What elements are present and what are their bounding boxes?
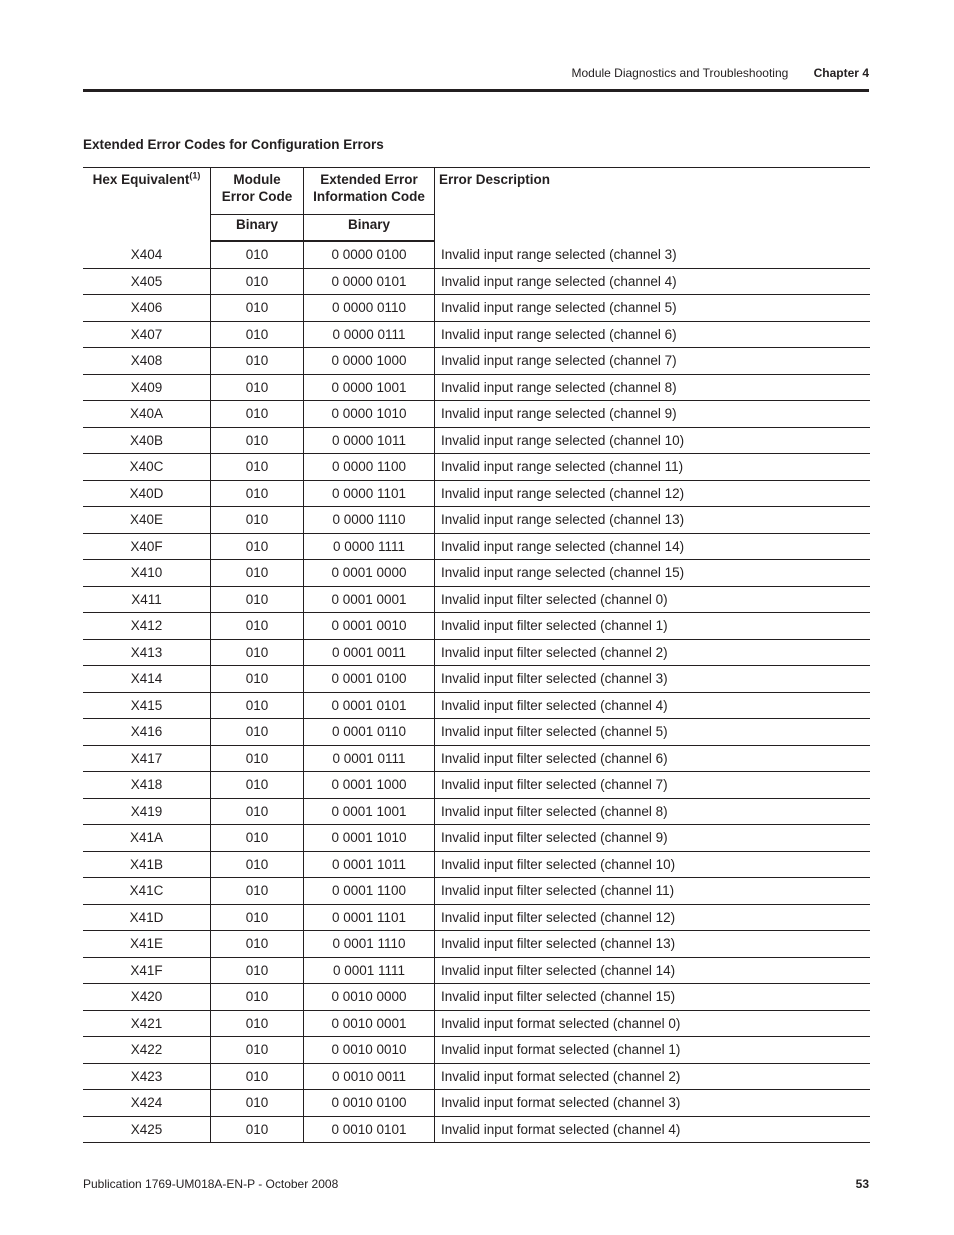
- cell-hex: X411: [83, 586, 211, 613]
- cell-hex: X407: [83, 321, 211, 348]
- column-header-module-line1: Module: [233, 172, 281, 187]
- cell-hex: X424: [83, 1090, 211, 1117]
- table-row: [83, 1116, 870, 1143]
- cell-module-code: 010: [211, 719, 304, 746]
- cell-hex: X40E: [83, 507, 211, 534]
- cell-extended-code: 0 0001 0001: [304, 586, 435, 613]
- table-row: [83, 692, 870, 719]
- cell-module-code: 010: [211, 586, 304, 613]
- table-row: [83, 613, 870, 640]
- table-row: [83, 480, 870, 507]
- cell-extended-code: 0 0001 1110: [304, 931, 435, 958]
- cell-hex: X412: [83, 613, 211, 640]
- table-header-row: [83, 168, 870, 215]
- cell-hex: X413: [83, 639, 211, 666]
- cell-description: Invalid input range selected (channel 13): [435, 507, 871, 534]
- cell-hex: X40C: [83, 454, 211, 481]
- cell-description: Invalid input filter selected (channel 13): [435, 931, 871, 958]
- cell-module-code: 010: [211, 560, 304, 587]
- cell-hex: X409: [83, 374, 211, 401]
- cell-description: Invalid input filter selected (channel 4): [435, 692, 871, 719]
- table-row: [83, 401, 870, 428]
- cell-extended-code: 0 0000 1101: [304, 480, 435, 507]
- table-row: [83, 957, 870, 984]
- cell-hex: X40B: [83, 427, 211, 454]
- cell-description: Invalid input range selected (channel 9): [435, 401, 871, 428]
- column-header-description: Error Description: [435, 168, 871, 242]
- cell-module-code: 010: [211, 533, 304, 560]
- cell-extended-code: 0 0001 1001: [304, 798, 435, 825]
- cell-hex: X406: [83, 295, 211, 322]
- cell-extended-code: 0 0001 0101: [304, 692, 435, 719]
- cell-description: Invalid input filter selected (channel 3): [435, 666, 871, 693]
- cell-hex: X423: [83, 1063, 211, 1090]
- cell-description: Invalid input format selected (channel 0): [435, 1010, 871, 1037]
- table-row: [83, 1037, 870, 1064]
- table-row: [83, 745, 870, 772]
- table-row: [83, 904, 870, 931]
- cell-hex: X414: [83, 666, 211, 693]
- cell-module-code: 010: [211, 639, 304, 666]
- cell-hex: X410: [83, 560, 211, 587]
- cell-module-code: 010: [211, 957, 304, 984]
- cell-extended-code: 0 0001 0000: [304, 560, 435, 587]
- cell-module-code: 010: [211, 666, 304, 693]
- cell-extended-code: 0 0010 0000: [304, 984, 435, 1011]
- cell-module-code: 010: [211, 268, 304, 295]
- cell-extended-code: 0 0001 1000: [304, 772, 435, 799]
- cell-module-code: 010: [211, 401, 304, 428]
- column-subheader-module-binary: Binary: [211, 215, 304, 242]
- cell-extended-code: 0 0001 0111: [304, 745, 435, 772]
- cell-module-code: 010: [211, 374, 304, 401]
- cell-hex: X404: [83, 241, 211, 268]
- cell-module-code: 010: [211, 745, 304, 772]
- table-row: [83, 241, 870, 268]
- cell-module-code: 010: [211, 798, 304, 825]
- cell-hex: X41B: [83, 851, 211, 878]
- cell-extended-code: 0 0010 0100: [304, 1090, 435, 1117]
- table-row: [83, 719, 870, 746]
- table-row: [83, 268, 870, 295]
- cell-module-code: 010: [211, 851, 304, 878]
- cell-description: Invalid input filter selected (channel 5): [435, 719, 871, 746]
- cell-hex: X41A: [83, 825, 211, 852]
- cell-description: Invalid input filter selected (channel 1): [435, 613, 871, 640]
- cell-module-code: 010: [211, 904, 304, 931]
- table-row: [83, 798, 870, 825]
- cell-extended-code: 0 0010 0001: [304, 1010, 435, 1037]
- table-row: [83, 427, 870, 454]
- page-number: 53: [855, 1177, 869, 1191]
- table-row: [83, 454, 870, 481]
- cell-description: Invalid input range selected (channel 6): [435, 321, 871, 348]
- cell-module-code: 010: [211, 984, 304, 1011]
- column-header-hex-label: Hex Equivalent: [92, 172, 190, 187]
- cell-description: Invalid input range selected (channel 8): [435, 374, 871, 401]
- cell-hex: X408: [83, 348, 211, 375]
- cell-description: Invalid input filter selected (channel 9): [435, 825, 871, 852]
- table-row: [83, 348, 870, 375]
- cell-hex: X41D: [83, 904, 211, 931]
- cell-description: Invalid input filter selected (channel 2): [435, 639, 871, 666]
- cell-module-code: 010: [211, 454, 304, 481]
- cell-description: Invalid input filter selected (channel 11): [435, 878, 871, 905]
- table-row: [83, 931, 870, 958]
- cell-hex: X425: [83, 1116, 211, 1143]
- cell-extended-code: 0 0000 1011: [304, 427, 435, 454]
- table-row: [83, 507, 870, 534]
- cell-extended-code: 0 0000 1110: [304, 507, 435, 534]
- cell-description: Invalid input range selected (channel 12): [435, 480, 871, 507]
- cell-module-code: 010: [211, 241, 304, 268]
- chapter-label: Chapter 4: [813, 66, 869, 80]
- cell-hex: X420: [83, 984, 211, 1011]
- table-row: [83, 321, 870, 348]
- table-row: [83, 374, 870, 401]
- cell-module-code: 010: [211, 1037, 304, 1064]
- cell-description: Invalid input filter selected (channel 15): [435, 984, 871, 1011]
- cell-extended-code: 0 0000 1100: [304, 454, 435, 481]
- cell-description: Invalid input filter selected (channel 10): [435, 851, 871, 878]
- cell-module-code: 010: [211, 1010, 304, 1037]
- cell-module-code: 010: [211, 772, 304, 799]
- cell-hex: X405: [83, 268, 211, 295]
- table-body: [83, 241, 870, 1143]
- cell-description: Invalid input range selected (channel 15): [435, 560, 871, 587]
- cell-description: Invalid input format selected (channel 4): [435, 1116, 871, 1143]
- cell-description: Invalid input filter selected (channel 12): [435, 904, 871, 931]
- column-header-module: [211, 168, 304, 215]
- table-row: [83, 878, 870, 905]
- column-subheader-extended-binary: Binary: [304, 215, 435, 242]
- cell-extended-code: 0 0010 0101: [304, 1116, 435, 1143]
- cell-description: Invalid input range selected (channel 14): [435, 533, 871, 560]
- column-header-hex: [83, 168, 211, 242]
- cell-module-code: 010: [211, 1116, 304, 1143]
- cell-extended-code: 0 0001 0010: [304, 613, 435, 640]
- cell-extended-code: 0 0000 0111: [304, 321, 435, 348]
- cell-module-code: 010: [211, 427, 304, 454]
- column-header-extended: [304, 168, 435, 215]
- cell-extended-code: 0 0010 0010: [304, 1037, 435, 1064]
- cell-description: Invalid input filter selected (channel 14): [435, 957, 871, 984]
- cell-extended-code: 0 0000 0100: [304, 241, 435, 268]
- cell-extended-code: 0 0000 1001: [304, 374, 435, 401]
- cell-description: Invalid input filter selected (channel 0): [435, 586, 871, 613]
- table-row: [83, 1010, 870, 1037]
- cell-extended-code: 0 0001 0011: [304, 639, 435, 666]
- cell-description: Invalid input filter selected (channel 6): [435, 745, 871, 772]
- cell-description: Invalid input format selected (channel 1): [435, 1037, 871, 1064]
- cell-hex: X416: [83, 719, 211, 746]
- cell-module-code: 010: [211, 295, 304, 322]
- cell-hex: X419: [83, 798, 211, 825]
- cell-extended-code: 0 0001 0110: [304, 719, 435, 746]
- cell-description: Invalid input filter selected (channel 8): [435, 798, 871, 825]
- cell-module-code: 010: [211, 825, 304, 852]
- cell-module-code: 010: [211, 613, 304, 640]
- cell-hex: X418: [83, 772, 211, 799]
- table-row: [83, 639, 870, 666]
- cell-extended-code: 0 0001 0100: [304, 666, 435, 693]
- table-row: [83, 560, 870, 587]
- cell-module-code: 010: [211, 692, 304, 719]
- cell-description: Invalid input format selected (channel 2): [435, 1063, 871, 1090]
- column-header-extended-line2: Information Code: [313, 189, 425, 204]
- cell-module-code: 010: [211, 348, 304, 375]
- footnote-marker: (1): [189, 170, 201, 181]
- table-caption: Extended Error Codes for Configuration Errors: [83, 137, 384, 152]
- cell-hex: X421: [83, 1010, 211, 1037]
- cell-hex: X41E: [83, 931, 211, 958]
- publication-info: Publication 1769-UM018A-EN-P - October 2008: [83, 1177, 339, 1191]
- cell-description: Invalid input range selected (channel 5): [435, 295, 871, 322]
- cell-description: Invalid input range selected (channel 3): [435, 241, 871, 268]
- cell-module-code: 010: [211, 321, 304, 348]
- table-row: [83, 851, 870, 878]
- cell-module-code: 010: [211, 1063, 304, 1090]
- cell-description: Invalid input filter selected (channel 7): [435, 772, 871, 799]
- column-header-extended-line1: Extended Error: [320, 172, 418, 187]
- header-rule: [83, 89, 869, 92]
- cell-extended-code: 0 0000 1000: [304, 348, 435, 375]
- cell-description: Invalid input range selected (channel 10): [435, 427, 871, 454]
- cell-hex: X422: [83, 1037, 211, 1064]
- cell-extended-code: 0 0001 1010: [304, 825, 435, 852]
- cell-module-code: 010: [211, 931, 304, 958]
- table-row: [83, 1090, 870, 1117]
- cell-module-code: 010: [211, 1090, 304, 1117]
- table-row: [83, 295, 870, 322]
- running-header: [83, 66, 869, 84]
- cell-extended-code: 0 0000 0101: [304, 268, 435, 295]
- cell-hex: X40F: [83, 533, 211, 560]
- column-header-module-line2: Error Code: [221, 189, 293, 204]
- cell-description: Invalid input range selected (channel 7): [435, 348, 871, 375]
- table-row: [83, 533, 870, 560]
- table-row: [83, 666, 870, 693]
- cell-extended-code: 0 0001 1101: [304, 904, 435, 931]
- cell-hex: X415: [83, 692, 211, 719]
- cell-module-code: 010: [211, 878, 304, 905]
- cell-module-code: 010: [211, 507, 304, 534]
- error-codes-table: [83, 167, 870, 1143]
- cell-extended-code: 0 0000 1111: [304, 533, 435, 560]
- section-title: Module Diagnostics and Troubleshooting: [571, 66, 789, 80]
- table-row: [83, 586, 870, 613]
- cell-extended-code: 0 0001 1111: [304, 957, 435, 984]
- cell-hex: X40A: [83, 401, 211, 428]
- cell-hex: X40D: [83, 480, 211, 507]
- cell-description: Invalid input format selected (channel 3): [435, 1090, 871, 1117]
- cell-extended-code: 0 0010 0011: [304, 1063, 435, 1090]
- cell-extended-code: 0 0001 1011: [304, 851, 435, 878]
- table-row: [83, 1063, 870, 1090]
- table-row: [83, 984, 870, 1011]
- cell-extended-code: 0 0000 0110: [304, 295, 435, 322]
- table-row: [83, 825, 870, 852]
- cell-description: Invalid input range selected (channel 4): [435, 268, 871, 295]
- cell-module-code: 010: [211, 480, 304, 507]
- cell-extended-code: 0 0000 1010: [304, 401, 435, 428]
- table-row: [83, 772, 870, 799]
- cell-extended-code: 0 0001 1100: [304, 878, 435, 905]
- cell-description: Invalid input range selected (channel 11): [435, 454, 871, 481]
- cell-hex: X41F: [83, 957, 211, 984]
- cell-hex: X417: [83, 745, 211, 772]
- cell-hex: X41C: [83, 878, 211, 905]
